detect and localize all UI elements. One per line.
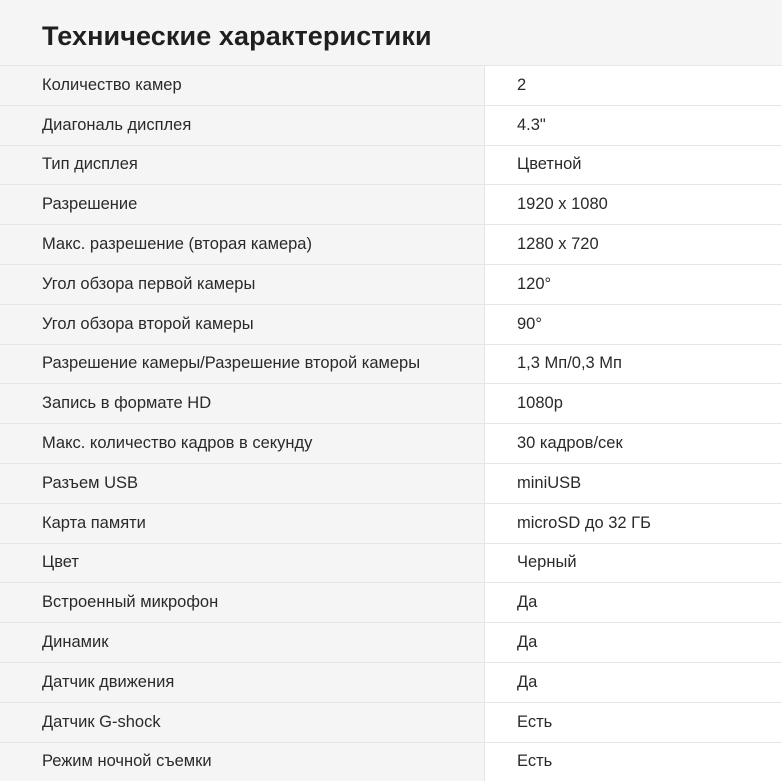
spec-label: Диагональ дисплея xyxy=(0,106,484,145)
table-row xyxy=(0,423,782,463)
spec-label: Угол обзора первой камеры xyxy=(0,265,484,304)
spec-value: Да xyxy=(484,663,782,702)
table-row xyxy=(0,145,782,185)
spec-label: Макс. количество кадров в секунду xyxy=(0,424,484,463)
spec-label: Разрешение xyxy=(0,185,484,224)
spec-value: Цветной xyxy=(484,146,782,185)
spec-value: Да xyxy=(484,623,782,662)
spec-label: Угол обзора второй камеры xyxy=(0,305,484,344)
table-row xyxy=(0,383,782,423)
spec-value: microSD до 32 ГБ xyxy=(484,504,782,543)
spec-value: 1280 х 720 xyxy=(484,225,782,264)
table-row xyxy=(0,582,782,622)
spec-value: 1,3 Мп/0,3 Мп xyxy=(484,345,782,384)
spec-value: Черный xyxy=(484,544,782,583)
spec-label: Динамик xyxy=(0,623,484,662)
spec-label: Количество камер xyxy=(0,66,484,105)
spec-label: Разрешение камеры/Разрешение второй камеры xyxy=(0,345,484,384)
spec-label: Встроенный микрофон xyxy=(0,583,484,622)
spec-label: Разъем USB xyxy=(0,464,484,503)
spec-value: miniUSB xyxy=(484,464,782,503)
table-row xyxy=(0,622,782,662)
spec-label: Режим ночной съемки xyxy=(0,743,484,781)
table-row xyxy=(0,224,782,264)
spec-label: Карта памяти xyxy=(0,504,484,543)
spec-value: 1920 х 1080 xyxy=(484,185,782,224)
spec-value: 2 xyxy=(484,66,782,105)
spec-label: Цвет xyxy=(0,544,484,583)
table-row xyxy=(0,264,782,304)
table-row xyxy=(0,184,782,224)
spec-table xyxy=(0,65,782,781)
spec-value: Есть xyxy=(484,703,782,742)
table-row xyxy=(0,543,782,583)
table-row xyxy=(0,742,782,781)
table-row xyxy=(0,65,782,105)
spec-value: 90° xyxy=(484,305,782,344)
table-row xyxy=(0,304,782,344)
spec-value: 120° xyxy=(484,265,782,304)
spec-label: Запись в формате HD xyxy=(0,384,484,423)
table-row xyxy=(0,344,782,384)
spec-value: Да xyxy=(484,583,782,622)
table-row xyxy=(0,503,782,543)
table-row xyxy=(0,702,782,742)
table-row xyxy=(0,463,782,503)
spec-label: Датчик G-shock xyxy=(0,703,484,742)
table-row xyxy=(0,105,782,145)
spec-value: 30 кадров/сек xyxy=(484,424,782,463)
spec-value: 4.3" xyxy=(484,106,782,145)
spec-label: Макс. разрешение (вторая камера) xyxy=(0,225,484,264)
page-title: Технические характеристики xyxy=(42,21,432,51)
table-row xyxy=(0,662,782,702)
spec-label: Датчик движения xyxy=(0,663,484,702)
spec-label: Тип дисплея xyxy=(0,146,484,185)
spec-value: 1080p xyxy=(484,384,782,423)
spec-value: Есть xyxy=(484,743,782,781)
